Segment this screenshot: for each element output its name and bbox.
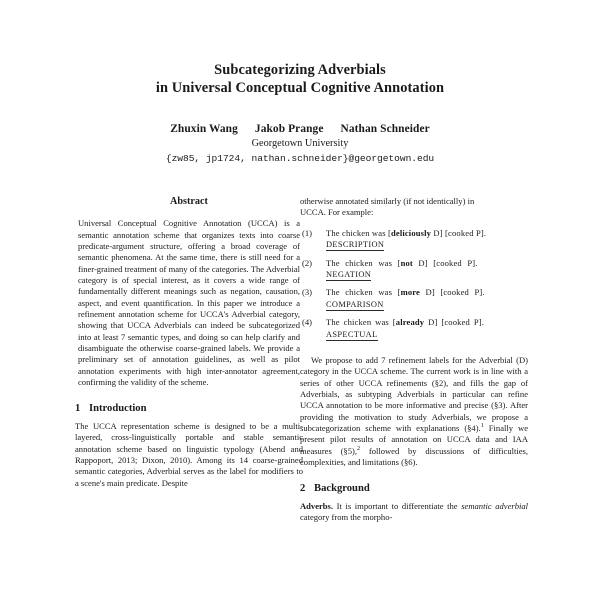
continued-paragraph-line1: otherwise annotated similarly (if not identically) in bbox=[300, 196, 475, 206]
example-adverbial: not bbox=[400, 257, 413, 268]
example-suffix: ]. bbox=[478, 317, 485, 328]
section-title-background: Background bbox=[314, 482, 370, 494]
example-label-p: P bbox=[475, 227, 481, 238]
abstract-heading: Abstract bbox=[170, 196, 208, 207]
example-suffix: ]. bbox=[479, 287, 485, 298]
background-text-after: category from the morpho- bbox=[300, 512, 393, 523]
affiliation: Georgetown University bbox=[251, 138, 349, 149]
example-label-p: P bbox=[474, 287, 480, 298]
example-prefix: The chicken was [ bbox=[326, 287, 401, 298]
section-number-2: 2 bbox=[300, 482, 306, 494]
example-list bbox=[300, 228, 528, 341]
proposal-text-part3: followed by discussions of difficulties, complexities, and limitations (§6). bbox=[300, 445, 528, 468]
example-prefix: The chicken was [ bbox=[326, 257, 401, 268]
paper-title-line2: in Universal Conceptual Cognitive Annotation bbox=[155, 79, 445, 96]
introduction-paragraph: The UCCA representation scheme is designed to be a multi-layered, cross-linguistically portable and stable semantic annotation scheme based on linguistic typology (Abend and Rappoport, 2013; Dixon, 2010). Among its 14 coarse-grained semantic categories, Adverbial serves as the label for modifiers to a scene's main predicate. Despite bbox=[75, 420, 303, 488]
example-number-4: (4) bbox=[302, 317, 312, 328]
author-list bbox=[0, 123, 600, 135]
example-mid: ] [cooked bbox=[424, 257, 462, 268]
run-in-heading-adverbs: Adverbs. bbox=[300, 500, 334, 511]
list-item bbox=[300, 287, 528, 310]
paper-title-line1: Subcategorizing Adverbials bbox=[214, 62, 386, 78]
example-adverbial: already bbox=[395, 317, 425, 328]
background-paragraph bbox=[300, 501, 528, 524]
example-category-2: NEGATION bbox=[326, 269, 372, 279]
continued-paragraph-line2: UCCA. For example: bbox=[300, 207, 374, 218]
author-name-2: Jakob Prange bbox=[254, 123, 324, 135]
proposal-text-part1: We propose to add 7 refinement labels for the Adverbial (D) category in the UCCA scheme. The current work is in line with a series of other UCCA refinements (§2), and fills the gap of Adverbials, as subtyping Adverbials in particular can refine UCCA annotation to be more informative and precise (§3). After providing the motivation to study Adverbials, we propose a subcategorization scheme with explanations (§4). bbox=[300, 355, 528, 434]
abstract-body bbox=[75, 218, 303, 388]
section-number-1: 1 bbox=[75, 402, 81, 414]
example-label-d: D bbox=[428, 317, 435, 328]
section-title-introduction: Introduction bbox=[89, 402, 147, 414]
example-mid: ] [cooked bbox=[431, 287, 469, 298]
example-label-d: D bbox=[418, 257, 425, 268]
example-number-2: (2) bbox=[302, 257, 312, 268]
section-heading-introduction bbox=[75, 403, 303, 414]
author-emails: {zw85, jp1724, nathan.schneider}@georgetown.edu bbox=[165, 152, 435, 164]
example-suffix: ]. bbox=[480, 227, 487, 238]
example-label-d: D bbox=[433, 227, 440, 238]
background-text-before: It is important to differentiate the bbox=[333, 500, 462, 511]
example-number-1: (1) bbox=[302, 227, 312, 238]
example-category-4: ASPECTUAL bbox=[326, 329, 378, 339]
footnote-marker-2: 2 bbox=[356, 444, 361, 452]
background-italic-term: semantic adverbial bbox=[461, 500, 528, 511]
example-text-4 bbox=[326, 317, 528, 328]
abstract-paragraph: Universal Conceptual Cognitive Annotation (UCCA) is a semantic annotation scheme that organizes texts into coarse predicate-argument structure, offering a broad coverage of semantic phenomena. At the same time, there is still need for a finer-grained treatment of many of the categories. The Adverbial category is of special interest, as it covers a wide range of fundamentally different meanings such as negation, causation, aspect, and event quantification. In this paper we introduce a refinement annotation scheme for UCCA's Adverbial category, showing that UCCA Adverbials can indeed be subcategorized into at least 7 semantic types, and doing so can help clarify and disambiguate the otherwise coarse-grained labels. We provide a preliminary set of annotation guidelines, as well as pilot annotation experiments with high inter-annotator agreement, confirming the validity of the scheme. bbox=[78, 218, 300, 388]
section-heading-background bbox=[300, 483, 528, 494]
example-label-p: P bbox=[467, 257, 473, 268]
example-number-3: (3) bbox=[302, 287, 312, 298]
title-block bbox=[0, 0, 600, 164]
page-title bbox=[0, 62, 600, 97]
example-prefix: The chicken was [ bbox=[326, 317, 396, 328]
left-column bbox=[75, 196, 303, 489]
example-suffix: ]. bbox=[472, 257, 478, 268]
example-prefix: The chicken was [ bbox=[326, 227, 391, 238]
example-text-1 bbox=[326, 228, 528, 239]
example-label-p: P bbox=[473, 317, 479, 328]
example-label-d: D bbox=[425, 287, 432, 298]
right-column bbox=[300, 196, 528, 524]
example-category-3: COMPARISON bbox=[326, 299, 384, 309]
list-item bbox=[300, 228, 528, 251]
proposal-text-part2: Finally we present pilot results of annotation on UCCA data and IAA measures (§5), bbox=[300, 423, 528, 456]
proposal-paragraph bbox=[300, 355, 528, 468]
author-name-1: Zhuxin Wang bbox=[170, 123, 238, 135]
example-text-3 bbox=[326, 287, 528, 298]
example-text-2 bbox=[326, 258, 528, 269]
author-name-3: Nathan Schneider bbox=[340, 123, 430, 135]
footnote-marker-1: 1 bbox=[480, 422, 484, 430]
example-mid: ] [cooked bbox=[439, 227, 474, 238]
example-mid: ] [cooked bbox=[434, 317, 470, 328]
example-adverbial: deliciously bbox=[390, 227, 432, 238]
example-category-1: DESCRIPTION bbox=[326, 240, 385, 250]
list-item bbox=[300, 258, 528, 281]
list-item bbox=[300, 317, 528, 340]
example-adverbial: more bbox=[400, 287, 420, 298]
